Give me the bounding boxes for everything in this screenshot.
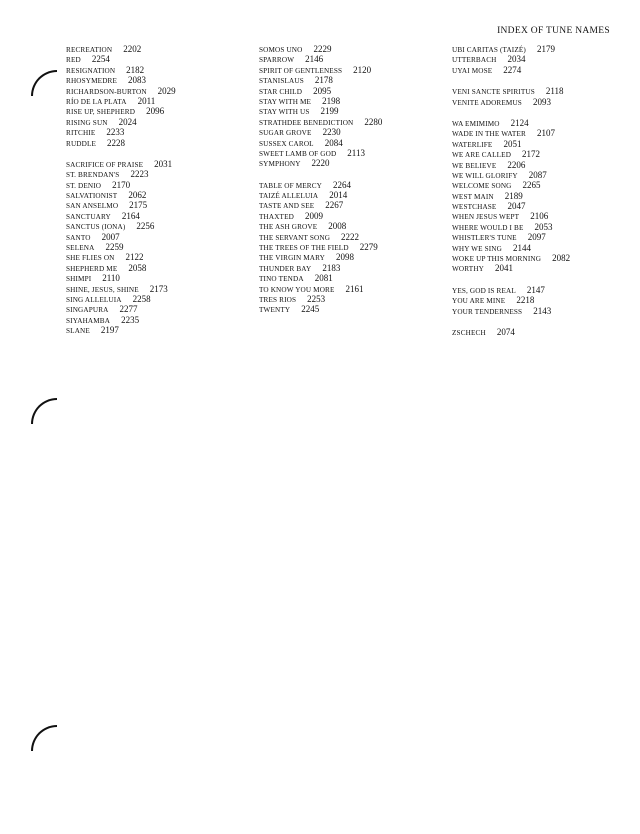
index-entry bbox=[66, 179, 251, 189]
tune-name: YES, GOD IS REAL bbox=[452, 286, 516, 295]
index-entry bbox=[259, 199, 444, 209]
index-entry bbox=[66, 324, 251, 334]
tune-name: THE TREES OF THE FIELD bbox=[259, 244, 349, 253]
tune-name: TWENTY bbox=[259, 306, 291, 315]
hymn-number: 2118 bbox=[545, 86, 564, 97]
tune-name: SHE FLIES ON bbox=[66, 254, 115, 263]
hymn-number: 2280 bbox=[364, 116, 383, 127]
hymn-number: 2007 bbox=[101, 231, 120, 242]
index-entry bbox=[66, 168, 251, 178]
index-entry bbox=[66, 158, 251, 168]
tune-name: SALVATIONIST bbox=[66, 192, 118, 201]
tune-name: WE ARE CALLED bbox=[452, 151, 512, 160]
tune-name: SOMOS UNO bbox=[259, 46, 303, 54]
index-entry bbox=[452, 148, 622, 158]
hymn-number: 2146 bbox=[305, 54, 324, 65]
index-entry bbox=[452, 294, 622, 304]
index-group bbox=[66, 43, 251, 147]
hymn-number: 2106 bbox=[530, 211, 549, 222]
index-entry bbox=[259, 262, 444, 272]
hymn-number: 2277 bbox=[119, 304, 138, 315]
index-entry bbox=[452, 169, 622, 179]
index-entry bbox=[452, 127, 622, 137]
tune-name: WEST MAIN bbox=[452, 192, 494, 201]
index-column bbox=[66, 43, 251, 346]
tune-name: RISING SUN bbox=[66, 118, 108, 127]
tune-name: TO KNOW YOU MORE bbox=[259, 285, 335, 294]
index-entry bbox=[259, 64, 444, 74]
hymn-number: 2235 bbox=[121, 314, 140, 325]
index-entry bbox=[259, 85, 444, 95]
index-entry bbox=[452, 231, 622, 241]
index-group bbox=[66, 158, 251, 335]
tune-name: WATERLIFE bbox=[452, 140, 493, 149]
index-entry bbox=[452, 53, 622, 63]
tune-name: SPIRIT OF GENTLENESS bbox=[259, 66, 343, 75]
index-group bbox=[452, 43, 622, 74]
index-entry bbox=[259, 147, 444, 157]
index-group bbox=[452, 117, 622, 273]
index-entry bbox=[259, 157, 444, 167]
tune-name: TRES RIOS bbox=[259, 295, 297, 304]
tune-name: STAY WITH US bbox=[259, 108, 310, 117]
tune-name: WA EMIMIMO bbox=[452, 119, 500, 128]
tune-name: VENI SANCTE SPIRITUS bbox=[452, 88, 535, 97]
index-entry bbox=[66, 95, 251, 105]
index-entry bbox=[66, 262, 251, 272]
tune-name: SHEPHERD ME bbox=[66, 264, 118, 273]
tune-name: STAY WITH ME bbox=[259, 97, 312, 106]
hymn-number: 2024 bbox=[118, 116, 137, 127]
tune-name: THE ASH GROVE bbox=[259, 223, 318, 232]
tune-name: STANISLAUS bbox=[259, 77, 304, 86]
index-entry bbox=[66, 251, 251, 261]
tune-name: WHISTLER'S TUNE bbox=[452, 234, 517, 243]
tune-name: SELENA bbox=[66, 244, 95, 253]
index-entry bbox=[66, 43, 251, 53]
hymn-number: 2031 bbox=[154, 158, 173, 169]
hymn-number: 2144 bbox=[512, 242, 531, 253]
hymn-number: 2074 bbox=[496, 326, 515, 337]
index-entry bbox=[259, 137, 444, 147]
index-entry bbox=[452, 85, 622, 95]
hymn-number: 2202 bbox=[123, 44, 142, 54]
index-group bbox=[259, 43, 444, 168]
index-entry bbox=[66, 231, 251, 241]
hymn-number: 2084 bbox=[324, 137, 343, 148]
tune-name: STAR CHILD bbox=[259, 87, 303, 96]
tune-name: SLANE bbox=[66, 327, 90, 336]
tune-name: TASTE AND SEE bbox=[259, 202, 315, 211]
tune-name: RITCHIE bbox=[66, 129, 96, 138]
index-entry bbox=[66, 137, 251, 147]
tune-name: WHY WE SING bbox=[452, 244, 502, 253]
index-entry bbox=[452, 210, 622, 220]
hymn-number: 2182 bbox=[126, 64, 145, 75]
index-group bbox=[452, 85, 622, 106]
hymn-number: 2198 bbox=[322, 95, 341, 106]
hymn-number: 2098 bbox=[336, 252, 355, 263]
hymn-number: 2011 bbox=[137, 95, 156, 106]
hymn-number: 2223 bbox=[130, 169, 149, 180]
hymn-number: 2093 bbox=[532, 96, 551, 107]
tune-name: THUNDER BAY bbox=[259, 264, 312, 273]
hymn-number: 2258 bbox=[132, 293, 151, 304]
hymn-number: 2170 bbox=[112, 179, 131, 190]
index-entry bbox=[452, 43, 622, 53]
hymn-number: 2147 bbox=[526, 284, 545, 295]
tune-name: WOKE UP THIS MORNING bbox=[452, 255, 542, 264]
tune-name: UBI CARITAS (TAIZÉ) bbox=[452, 46, 526, 54]
index-entry bbox=[259, 251, 444, 261]
index-entry bbox=[452, 138, 622, 148]
index-entry bbox=[259, 241, 444, 251]
tune-name: WHEN JESUS WEPT bbox=[452, 213, 520, 222]
index-entry bbox=[259, 220, 444, 230]
hymn-number: 2107 bbox=[536, 128, 555, 139]
hymn-number: 2122 bbox=[125, 252, 144, 263]
index-entry bbox=[66, 105, 251, 115]
index-group bbox=[452, 284, 622, 315]
hymn-number: 2254 bbox=[91, 54, 110, 65]
hymn-number: 2265 bbox=[522, 180, 541, 191]
index-entry bbox=[66, 126, 251, 136]
hymn-number: 2230 bbox=[322, 127, 341, 138]
index-entry bbox=[259, 74, 444, 84]
index-entry bbox=[66, 283, 251, 293]
index-entry bbox=[452, 179, 622, 189]
tune-name: WELCOME SONG bbox=[452, 182, 512, 191]
tune-name: SHINE, JESUS, SHINE bbox=[66, 285, 139, 294]
tune-name: WE BELIEVE bbox=[452, 161, 497, 170]
tune-name: SING ALLELUIA bbox=[66, 295, 122, 304]
index-entry bbox=[452, 200, 622, 210]
hymn-number: 2222 bbox=[341, 231, 360, 242]
hymn-number: 2087 bbox=[528, 169, 547, 180]
index-entry bbox=[66, 272, 251, 282]
index-entry bbox=[452, 64, 622, 74]
index-entry bbox=[259, 293, 444, 303]
page-title: INDEX OF TUNE NAMES bbox=[497, 26, 610, 36]
hymn-number: 2058 bbox=[128, 262, 147, 273]
tune-name: YOUR TENDERNESS bbox=[452, 307, 523, 316]
index-entry bbox=[452, 117, 622, 127]
index-entry bbox=[66, 293, 251, 303]
tune-name: WADE IN THE WATER bbox=[452, 130, 526, 139]
hymn-number: 2245 bbox=[301, 304, 320, 315]
hymn-number: 2110 bbox=[102, 273, 120, 284]
index-entry bbox=[66, 74, 251, 84]
index-entry bbox=[259, 272, 444, 282]
index-entry bbox=[452, 221, 622, 231]
index-entry bbox=[452, 190, 622, 200]
hymn-number: 2161 bbox=[345, 283, 364, 294]
tune-name: RISE UP, SHEPHERD bbox=[66, 108, 136, 117]
hymn-number: 2178 bbox=[314, 75, 333, 86]
tune-name: STRATHDEE BENEDICTION bbox=[259, 118, 354, 127]
tune-name: SUSSEX CAROL bbox=[259, 139, 314, 148]
hymn-number: 2256 bbox=[136, 221, 155, 232]
index-entry bbox=[452, 305, 622, 315]
tune-name: SANCTUS (IONA) bbox=[66, 223, 126, 232]
hymn-number: 2206 bbox=[507, 159, 526, 170]
tune-name: VENITE ADOREMUS bbox=[452, 98, 522, 107]
index-entry bbox=[66, 241, 251, 251]
hymn-number: 2253 bbox=[307, 293, 326, 304]
hymn-number: 2173 bbox=[149, 283, 168, 294]
tune-name: RICHARDSON-BURTON bbox=[66, 87, 147, 96]
index-entry bbox=[259, 126, 444, 136]
index-group bbox=[259, 179, 444, 314]
tune-name: SUGAR GROVE bbox=[259, 129, 312, 138]
tune-name: UTTERBACH bbox=[452, 56, 497, 65]
hymn-number: 2014 bbox=[329, 190, 348, 201]
index-entry bbox=[259, 116, 444, 126]
hymn-number: 2175 bbox=[129, 200, 148, 211]
tune-name: RHOSYMEDRE bbox=[66, 77, 118, 86]
tune-name: SACRIFICE OF PRAISE bbox=[66, 160, 144, 169]
hymn-number: 2113 bbox=[347, 147, 365, 158]
hymn-number: 2082 bbox=[552, 253, 571, 264]
index-entry bbox=[259, 283, 444, 293]
hymn-number: 2083 bbox=[128, 75, 147, 86]
hymn-number: 2199 bbox=[320, 106, 339, 117]
hymn-number: 2062 bbox=[128, 190, 147, 201]
index-entry bbox=[66, 303, 251, 313]
tune-name: ZSCHECH bbox=[452, 328, 486, 337]
hymn-number: 2233 bbox=[106, 127, 125, 138]
index-entry bbox=[259, 95, 444, 105]
tune-name: SAN ANSELMO bbox=[66, 202, 119, 211]
index-column bbox=[452, 43, 622, 347]
hymn-number: 2220 bbox=[311, 158, 330, 169]
hymn-number: 2229 bbox=[313, 44, 332, 54]
tune-name: WHERE WOULD I BE bbox=[452, 223, 524, 232]
tune-name: RECREATION bbox=[66, 46, 113, 54]
hymn-number: 2047 bbox=[507, 201, 526, 212]
hymn-number: 2034 bbox=[507, 54, 526, 65]
tune-name: SPARROW bbox=[259, 56, 295, 65]
hymn-number: 2124 bbox=[510, 117, 529, 128]
hymn-number: 2097 bbox=[527, 232, 546, 243]
hymn-number: 2183 bbox=[322, 262, 341, 273]
tune-name: TINO TENDA bbox=[259, 275, 304, 284]
tune-name: UYAI MOSE bbox=[452, 66, 493, 75]
binder-hole-mark bbox=[31, 398, 57, 424]
index-entry bbox=[259, 210, 444, 220]
hymn-number: 2051 bbox=[503, 138, 522, 149]
hymn-number: 2009 bbox=[304, 210, 323, 221]
tune-name: WE WILL GLORIFY bbox=[452, 171, 518, 180]
tune-name: THE SERVANT SONG bbox=[259, 233, 331, 242]
tune-name: THE VIRGIN MARY bbox=[259, 254, 326, 263]
hymn-number: 2259 bbox=[105, 242, 124, 253]
hymn-number: 2179 bbox=[536, 44, 555, 54]
tune-name: THAXTED bbox=[259, 212, 294, 221]
index-entry bbox=[452, 252, 622, 262]
index-entry bbox=[66, 53, 251, 63]
tune-name: SANCTUARY bbox=[66, 212, 111, 221]
tune-name: RUDDLE bbox=[66, 139, 97, 148]
index-entry bbox=[259, 43, 444, 53]
hymn-number: 2264 bbox=[333, 179, 352, 190]
hymn-number: 2164 bbox=[121, 210, 140, 221]
index-group bbox=[452, 326, 622, 336]
hymn-number: 2053 bbox=[534, 221, 553, 232]
hymn-number: 2189 bbox=[504, 190, 523, 201]
tune-name: SINGAPURA bbox=[66, 306, 109, 315]
hymn-number: 2095 bbox=[313, 85, 332, 96]
hymn-number: 2228 bbox=[107, 137, 126, 148]
tune-name: SHIMPI bbox=[66, 275, 92, 284]
index-entry bbox=[452, 326, 622, 336]
hymn-number: 2274 bbox=[503, 64, 522, 75]
tune-name: SANTO bbox=[66, 233, 91, 242]
hymn-number: 2197 bbox=[100, 325, 119, 336]
index-entry bbox=[452, 262, 622, 272]
binder-hole-mark bbox=[31, 70, 57, 96]
index-entry bbox=[259, 53, 444, 63]
index-entry bbox=[259, 303, 444, 313]
index-entry bbox=[452, 242, 622, 252]
index-entry bbox=[259, 189, 444, 199]
index-entry bbox=[66, 85, 251, 95]
index-entry bbox=[452, 96, 622, 106]
index-entry bbox=[66, 189, 251, 199]
index-entry bbox=[66, 64, 251, 74]
binder-hole-mark bbox=[31, 725, 57, 751]
tune-name: YOU ARE MINE bbox=[452, 297, 506, 306]
tune-name: ST. BRENDAN'S bbox=[66, 171, 120, 180]
index-entry bbox=[452, 284, 622, 294]
index-entry bbox=[66, 210, 251, 220]
hymn-number: 2279 bbox=[359, 242, 378, 253]
hymn-number: 2029 bbox=[157, 85, 176, 96]
hymn-number: 2120 bbox=[353, 64, 372, 75]
index-entry bbox=[452, 159, 622, 169]
tune-name: RED bbox=[66, 56, 81, 65]
index-entry bbox=[259, 179, 444, 189]
tune-name: SWEET LAMB OF GOD bbox=[259, 149, 337, 158]
index-entry bbox=[259, 231, 444, 241]
hymn-number: 2218 bbox=[516, 295, 535, 306]
tune-name: RESIGNATION bbox=[66, 66, 116, 75]
tune-name: SYMPHONY bbox=[259, 160, 301, 169]
hymn-number: 2267 bbox=[325, 200, 344, 211]
tune-name: TABLE OF MERCY bbox=[259, 181, 323, 190]
index-entry bbox=[66, 220, 251, 230]
index-entry bbox=[66, 199, 251, 209]
index-entry bbox=[66, 314, 251, 324]
hymn-number: 2172 bbox=[522, 149, 541, 160]
tune-name: WORTHY bbox=[452, 265, 485, 274]
hymn-number: 2096 bbox=[146, 106, 165, 117]
hymn-number: 2041 bbox=[495, 263, 514, 274]
tune-name: TAIZÉ ALLELUIA bbox=[259, 192, 319, 201]
index-entry bbox=[259, 105, 444, 115]
tune-name: RÍO DE LA PLATA bbox=[66, 97, 127, 106]
index-column bbox=[259, 43, 444, 325]
tune-name: WESTCHASE bbox=[452, 203, 497, 212]
hymn-number: 2081 bbox=[314, 273, 333, 284]
index-entry bbox=[66, 116, 251, 126]
tune-name: ST. DENIO bbox=[66, 181, 102, 190]
tune-name: SIYAHAMBA bbox=[66, 316, 111, 325]
hymn-number: 2143 bbox=[533, 305, 552, 316]
hymn-number: 2008 bbox=[328, 221, 347, 232]
